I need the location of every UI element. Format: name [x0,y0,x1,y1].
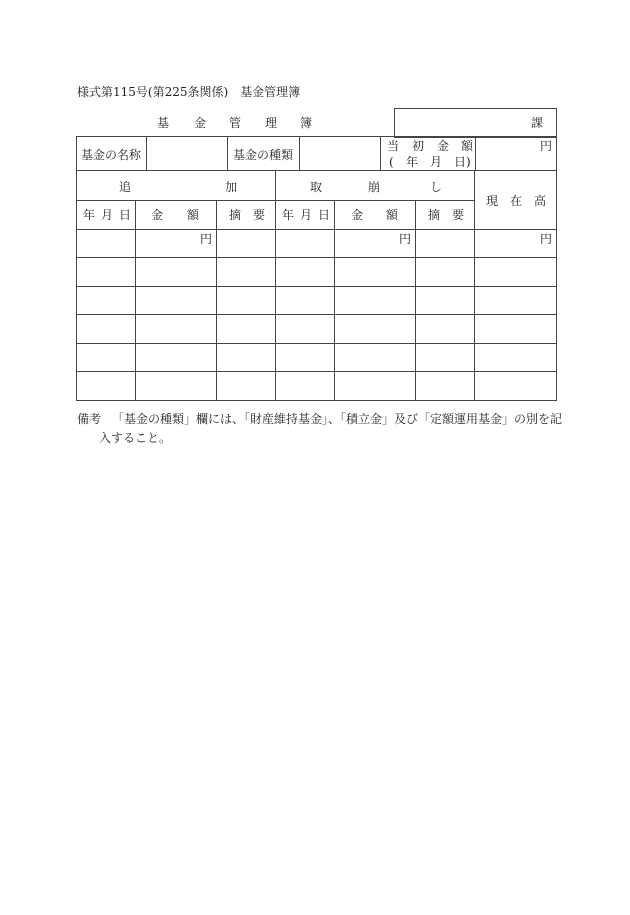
balance-header-char: 高 [534,194,547,208]
section-label: 課 [531,116,544,130]
addition-header-char: 加 [225,180,238,194]
initial-date-char: ( [389,155,394,169]
ledger-title-char: 基 [157,116,170,130]
withdrawal-header-char: 取 [310,180,323,194]
ledger-title-char: 管 [229,116,242,130]
ledger-title-char: 理 [265,116,278,130]
initial-amount-char: 額 [461,139,474,153]
summary-label-char: 要 [253,208,266,222]
date-label-char: 年 [282,208,295,222]
ledger-table [76,136,557,401]
form-header: 様式第115号(第225条関係) 基金管理簿 [77,85,301,99]
yen-unit: 円 [399,232,412,246]
date-label-char: 月 [300,208,313,222]
amount-label-char: 金 [351,208,364,222]
withdrawal-header-char: 崩 [368,180,381,194]
initial-date-char: 年 [406,155,419,169]
date-label-char: 年 [83,208,96,222]
initial-date-char: 日) [454,155,471,169]
yen-unit: 円 [540,232,553,246]
amount-label-char: 額 [386,208,399,222]
yen-unit: 円 [540,139,553,153]
ledger-title-char: 金 [194,116,207,130]
summary-label-char: 摘 [428,208,441,222]
balance-header-char: 在 [510,194,523,208]
fund-type-label: 基金の種類 [233,148,294,162]
ledger-title-char: 簿 [300,116,313,130]
note-label: 備考 [77,412,102,426]
summary-label-char: 摘 [229,208,242,222]
yen-unit: 円 [200,232,213,246]
amount-label-char: 額 [187,208,200,222]
balance-header-char: 現 [486,194,499,208]
summary-label-char: 要 [452,208,465,222]
initial-amount-char: 金 [437,139,450,153]
date-label-char: 月 [101,208,114,222]
fund-name-label: 基金の名称 [81,148,142,162]
date-label-char: 日 [318,208,331,222]
amount-label-char: 金 [151,208,164,222]
initial-date-char: 月 [430,155,443,169]
initial-amount-char: 当 [387,139,400,153]
withdrawal-header-char: し [430,180,443,194]
initial-amount-char: 初 [412,139,425,153]
date-label-char: 日 [119,208,132,222]
note-line: 「基金の種類」欄には、「財産維持基金」、「積立金」及び「定額運用基金」の別を記 [112,412,563,426]
addition-header-char: 追 [119,180,132,194]
note-line: 入すること。 [99,431,172,445]
